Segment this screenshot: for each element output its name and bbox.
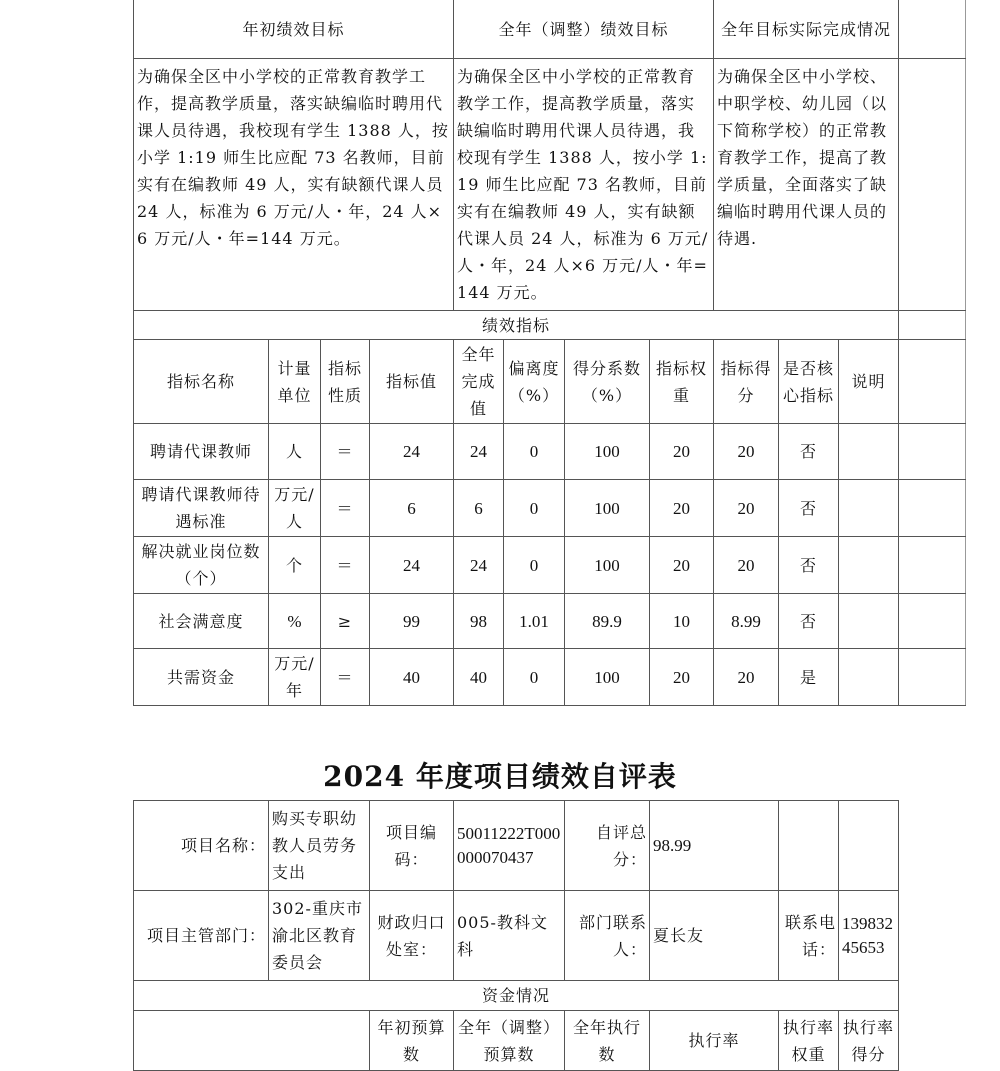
indicator-deviation: 0	[504, 537, 565, 594]
indicator-nature: ＝	[321, 649, 370, 706]
indicator-score: 20	[714, 424, 779, 480]
initial-goal-header: 年初绩效目标	[134, 0, 454, 59]
col-header-weight: 指标权重	[650, 340, 714, 424]
blank-cell	[899, 59, 966, 311]
funds-col-initial-budget: 年初预算数	[370, 1011, 454, 1071]
indicator-nature: ＝	[321, 424, 370, 480]
department-row	[134, 891, 899, 981]
indicator-row	[134, 537, 966, 594]
adjusted-goal-header: 全年（调整）绩效目标	[454, 0, 714, 59]
indicator-score: 20	[714, 537, 779, 594]
blank-cell	[899, 537, 966, 594]
indicator-unit: 万元/年	[269, 649, 321, 706]
col-header-deviation: 偏离度（%）	[504, 340, 565, 424]
indicator-target: 6	[370, 480, 454, 537]
col-header-nature: 指标性质	[321, 340, 370, 424]
indicator-weight: 20	[650, 537, 714, 594]
project-name-value: 购买专职幼教人员劳务支出	[269, 801, 370, 891]
phone-label: 联系电话：	[779, 891, 839, 981]
funds-section-title: 资金情况	[134, 981, 899, 1011]
col-header-coef: 得分系数（%）	[565, 340, 650, 424]
indicator-score: 20	[714, 649, 779, 706]
indicator-core: 否	[779, 594, 839, 649]
indicator-coef: 100	[565, 424, 650, 480]
dept-value: 302-重庆市渝北区教育委员会	[269, 891, 370, 981]
indicator-nature: ＝	[321, 480, 370, 537]
blank-cell	[899, 480, 966, 537]
blank-cell	[899, 340, 966, 424]
indicator-unit: 人	[269, 424, 321, 480]
project-code-value: 50011222T000000070437	[454, 801, 565, 891]
col-header-name: 指标名称	[134, 340, 269, 424]
indicator-coef: 100	[565, 649, 650, 706]
indicator-core: 是	[779, 649, 839, 706]
col-header-target: 指标值	[370, 340, 454, 424]
contact-value: 夏长友	[650, 891, 779, 981]
indicator-note	[839, 594, 899, 649]
indicator-name: 聘请代课教师待遇标准	[134, 480, 269, 537]
indicator-coef: 89.9	[565, 594, 650, 649]
funds-col-exec-weight: 执行率权重	[779, 1011, 839, 1071]
indicator-row	[134, 649, 966, 706]
funds-col-adjusted-budget: 全年（调整）预算数	[454, 1011, 565, 1071]
indicator-deviation: 0	[504, 480, 565, 537]
indicator-target: 99	[370, 594, 454, 649]
indicator-unit: 万元/人	[269, 480, 321, 537]
project-name-row	[134, 801, 899, 891]
indicator-actual: 24	[454, 424, 504, 480]
report-title: 2024 年度项目绩效自评表	[323, 760, 677, 793]
indicator-core: 否	[779, 424, 839, 480]
indicator-score: 8.99	[714, 594, 779, 649]
indicator-core: 否	[779, 480, 839, 537]
blank-cell	[779, 801, 839, 891]
indicator-deviation: 0	[504, 649, 565, 706]
indicator-actual: 24	[454, 537, 504, 594]
col-header-score: 指标得分	[714, 340, 779, 424]
indicator-row	[134, 594, 966, 649]
indicator-note	[839, 537, 899, 594]
indicator-nature: ≥	[321, 594, 370, 649]
indicator-target: 24	[370, 537, 454, 594]
funds-header-row	[134, 1011, 899, 1071]
col-header-core: 是否核心指标	[779, 340, 839, 424]
blank-cell	[899, 424, 966, 480]
contact-label: 部门联系人：	[565, 891, 650, 981]
phone-value: 13983245653	[839, 891, 899, 981]
self-score-value: 98.99	[650, 801, 779, 891]
indicator-target: 24	[370, 424, 454, 480]
indicator-row	[134, 480, 966, 537]
indicator-coef: 100	[565, 537, 650, 594]
indicator-unit: 个	[269, 537, 321, 594]
funds-col-exec-score: 执行率得分	[839, 1011, 899, 1071]
indicator-actual: 6	[454, 480, 504, 537]
indicator-unit: %	[269, 594, 321, 649]
indicator-deviation: 0	[504, 424, 565, 480]
col-header-note: 说明	[839, 340, 899, 424]
col-header-actual: 全年完成值	[454, 340, 504, 424]
indicator-name: 解决就业岗位数（个）	[134, 537, 269, 594]
dept-label: 项目主管部门：	[134, 891, 269, 981]
finance-label: 财政归口处室：	[370, 891, 454, 981]
indicator-nature: ＝	[321, 537, 370, 594]
indicator-weight: 20	[650, 649, 714, 706]
indicator-weight: 10	[650, 594, 714, 649]
indicator-deviation: 1.01	[504, 594, 565, 649]
blank-cell	[899, 0, 966, 59]
self-score-label: 自评总分：	[565, 801, 650, 891]
finance-value: 005-教科文科	[454, 891, 565, 981]
indicator-coef: 100	[565, 480, 650, 537]
goals-content-row	[134, 59, 966, 311]
indicators-section-title: 绩效指标	[134, 311, 899, 340]
blank-cell	[899, 649, 966, 706]
indicator-target: 40	[370, 649, 454, 706]
indicator-weight: 20	[650, 480, 714, 537]
funds-col-blank	[134, 1011, 370, 1071]
indicator-name: 社会满意度	[134, 594, 269, 649]
indicator-core: 否	[779, 537, 839, 594]
col-header-unit: 计量单位	[269, 340, 321, 424]
indicator-note	[839, 424, 899, 480]
project-name-label: 项目名称：	[134, 801, 269, 891]
actual-goal-text: 为确保全区中小学校、中职学校、幼儿园（以下简称学校）的正常教育教学工作，提高了教学质量，全面落实了缺编临时聘用代课人员的待遇.	[714, 59, 899, 311]
indicator-note	[839, 649, 899, 706]
blank-cell	[899, 594, 966, 649]
performance-table	[133, 0, 966, 706]
indicators-header-row	[134, 340, 966, 424]
indicator-actual: 98	[454, 594, 504, 649]
adjusted-goal-text: 为确保全区中小学校的正常教育教学工作，提高教学质量，落实缺编临时聘用代课人员待遇，我校现有学生 1388 人，按小学 1:19 师生比应配 73 名教师，目前实有在编教师 49 人，实有缺额代课人员 24 人，标准为 6 万元/人・年，24 人×6 万元/人・年=144 万元。	[454, 59, 714, 311]
funds-col-executed: 全年执行数	[565, 1011, 650, 1071]
indicator-name: 共需资金	[134, 649, 269, 706]
indicator-score: 20	[714, 480, 779, 537]
funds-section-row	[134, 981, 899, 1011]
funds-col-exec-rate: 执行率	[650, 1011, 779, 1071]
actual-goal-header: 全年目标实际完成情况	[714, 0, 899, 59]
goals-header-row	[134, 0, 966, 59]
blank-cell	[839, 801, 899, 891]
project-code-label: 项目编码：	[370, 801, 454, 891]
project-info-table	[133, 800, 899, 1071]
indicators-section-row	[134, 311, 966, 340]
indicator-row	[134, 424, 966, 480]
initial-goal-text: 为确保全区中小学校的正常教育教学工作，提高教学质量，落实缺编临时聘用代课人员待遇，我校现有学生 1388 人，按小学 1:19 师生比应配 73 名教师，目前实有在编教师 49 人，实有缺额代课人员 24 人，标准为 6 万元/人・年，24 人×6 万元/人・年=144 万元。	[134, 59, 454, 311]
blank-cell	[899, 311, 966, 340]
indicator-weight: 20	[650, 424, 714, 480]
indicator-note	[839, 480, 899, 537]
indicator-name: 聘请代课教师	[134, 424, 269, 480]
indicator-actual: 40	[454, 649, 504, 706]
